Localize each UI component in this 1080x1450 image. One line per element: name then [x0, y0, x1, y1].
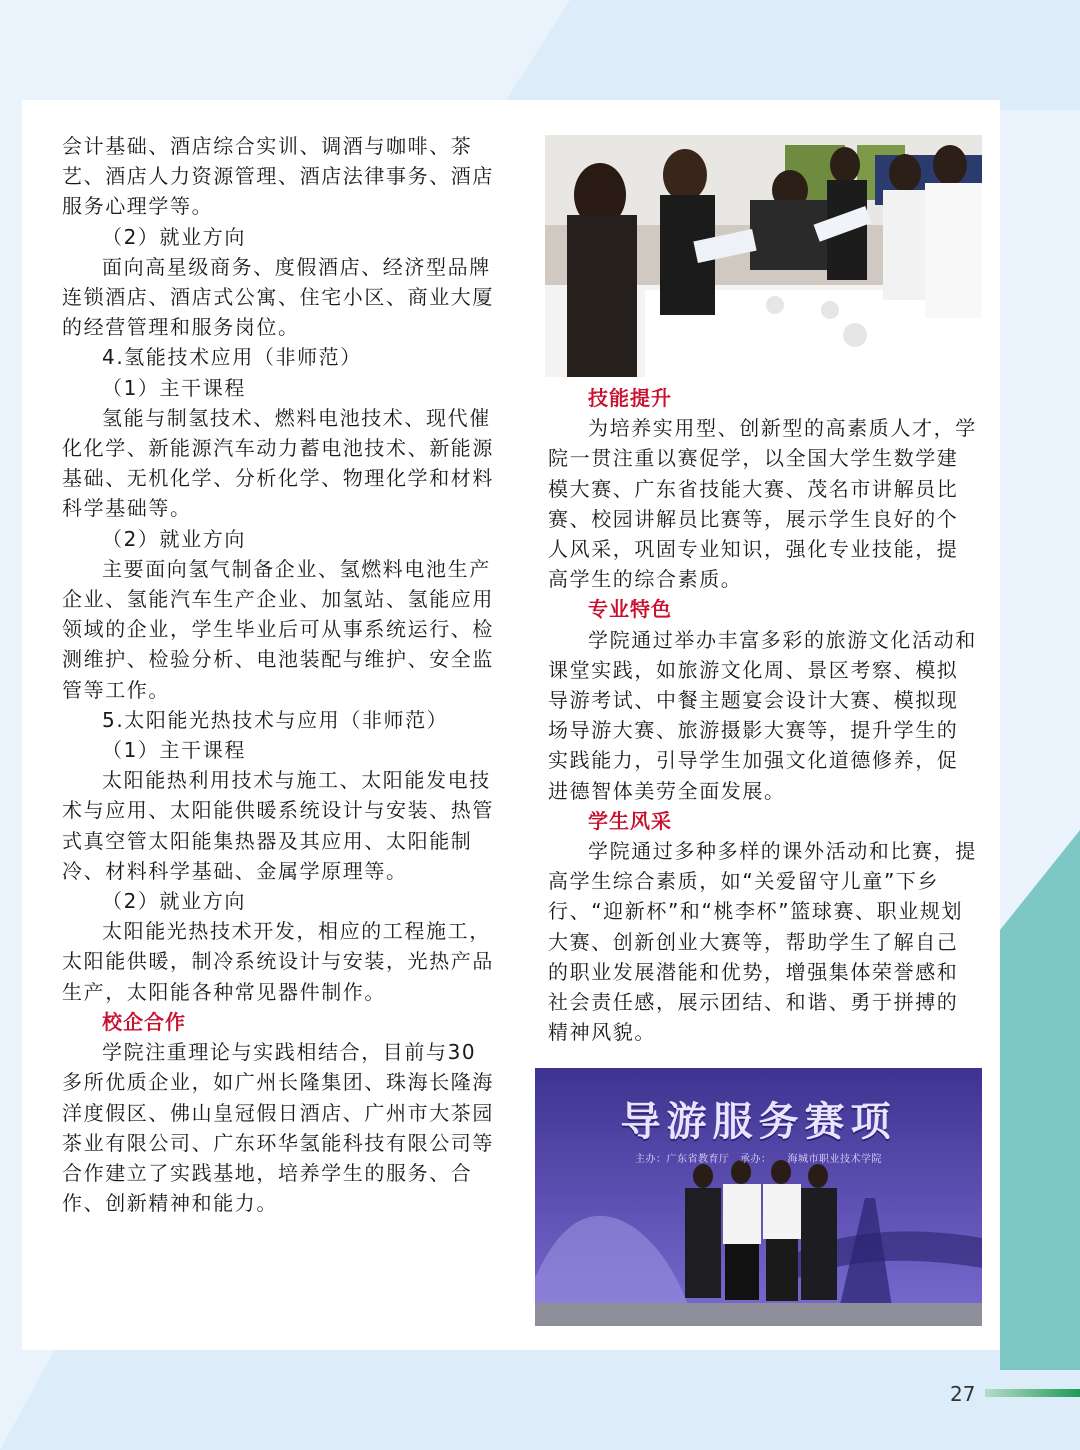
training-photo-illustration [545, 135, 982, 377]
teal-accent-shape [990, 830, 1080, 1370]
section-heading: 学生风采 [588, 808, 672, 833]
section-heading: 校企合作 [102, 1009, 186, 1034]
paragraph: 太阳能光热技术开发，相应的工程施工，太阳能供暖，制冷系统设计与安装，光热产品生产，太阳能各种常见器件制作。 [62, 919, 494, 1004]
sub-heading: （1）主干课程 [102, 738, 246, 763]
section-heading: 技能提升 [588, 386, 672, 410]
training-photo [545, 135, 982, 377]
page-number-bar [985, 1389, 1080, 1397]
paragraph: 学院通过举办丰富多彩的旅游文化活动和课堂实践，如旅游文化周、景区考察、模拟导游考试、中餐主题宴会设计大赛、模拟现场导游大赛、旅游摄影大赛等，提升学生的实践能力，引导学生加强文化道德修养，促进德智体美劳全面发展。 [548, 627, 977, 803]
competition-photo [535, 1068, 982, 1326]
paragraph: 面向高星级商务、度假酒店、经济型品牌连锁酒店、酒店式公寓、住宅小区、商业大厦的经营管理和服务岗位。 [62, 254, 494, 340]
left-column [62, 131, 494, 1218]
banner-title: 导游服务赛项 [620, 1099, 897, 1145]
sub-heading: （2）就业方向 [102, 889, 246, 914]
sub-heading: （1）主干课程 [102, 375, 246, 400]
top-background-shape [0, 0, 1080, 110]
sub-heading: 5.太阳能光热技术与应用（非师范） [102, 707, 449, 732]
paragraph: 为培养实用型、创新型的高素质人才，学院一贯注重以赛促学，以全国大学生数学建模大赛、广东省技能大赛、茂名市讲解员比赛、校园讲解员比赛等，展示学生良好的个人风采，巩固专业知识，强化专业技能，提高学生的综合素质。 [548, 416, 977, 592]
banner-subtitle: 主办：广东省教育厅 承办： 海城市职业技术学院 [635, 1154, 882, 1165]
bottom-background-shape [0, 1340, 1080, 1450]
paragraph: 学院注重理论与实践相结合，目前与30多所优质企业，如广州长隆集团、珠海长隆海洋度假区、佛山皇冠假日酒店、广州市大茶园茶业有限公司、广东环华氢能科技有限公司等合作建立了实践基地，培养学生的服务、合作、创新精神和能力。 [62, 1040, 494, 1216]
paragraph: 学院通过多种多样的课外活动和比赛，提高学生综合素质，如“关爱留守儿童”下乡行、“迎新杯”和“桃李杯”篮球赛、职业规划大赛、创新创业大赛等，帮助学生了解自己的职业发展潜能和优势，增强集体荣誉感和社会责任感，展示团结、和谐、勇于拼搏的精神风貌。 [548, 839, 977, 1045]
right-column [548, 383, 978, 1047]
section-heading: 专业特色 [588, 597, 672, 622]
sub-heading: 4.氢能技术应用（非师范） [102, 345, 362, 370]
paragraph: 主要面向氢气制备企业、氢燃料电池生产企业、氢能汽车生产企业、加氢站、氢能应用领域的企业，学生毕业后可从事系统运行、检测维护、检验分析、电池装配与维护、安全监管等工作。 [62, 556, 494, 702]
sub-heading: （2）就业方向 [102, 224, 246, 249]
page-number: 27 [950, 1382, 976, 1406]
paragraph: 太阳能热利用技术与施工、太阳能发电技术与应用、太阳能供暖系统设计与安装、热管式真空管太阳能集热器及其应用、太阳能制冷、材料科学基础、金属学原理等。 [62, 768, 494, 883]
paragraph: 氢能与制氢技术、燃料电池技术、现代催化化学、新能源汽车动力蓄电池技术、新能源基础、无机化学、分析化学、物理化学和材料科学基础等。 [62, 405, 494, 521]
sub-heading: （2）就业方向 [102, 526, 246, 551]
paragraph: 会计基础、酒店综合实训、调酒与咖啡、茶艺、酒店人力资源管理、酒店法律事务、酒店服务心理学等。 [62, 134, 494, 219]
